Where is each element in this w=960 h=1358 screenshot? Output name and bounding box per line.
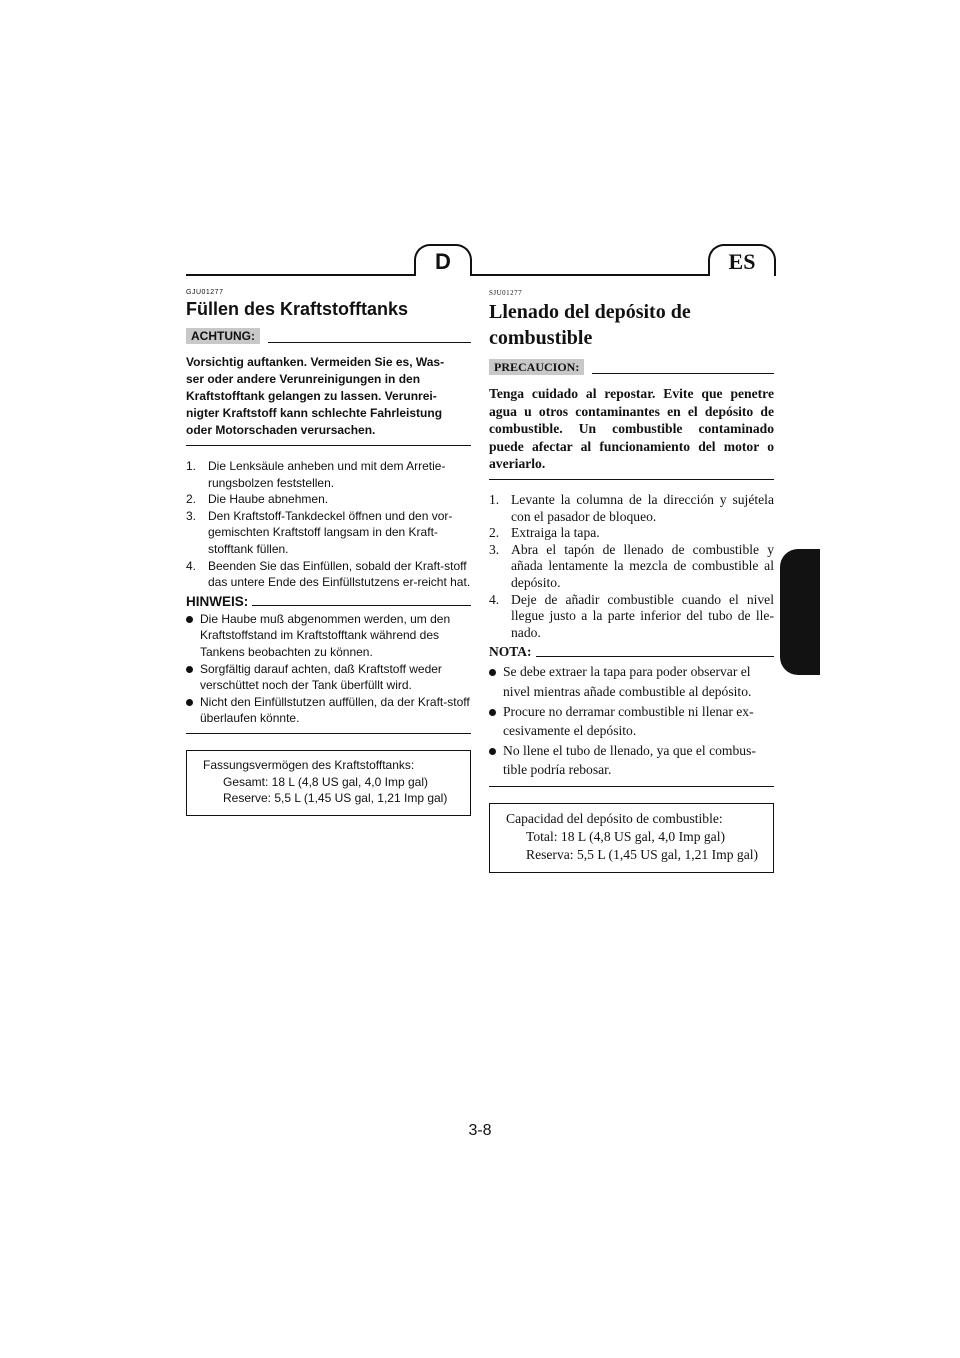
list-item (489, 542, 774, 592)
chapter-side-tab (780, 549, 820, 675)
list-item (489, 525, 774, 542)
step-text: Die Lenksäule anheben und mit dem Arretie-rungsbolzen feststellen. (208, 459, 446, 490)
german-column (186, 289, 471, 816)
bullet-icon (489, 669, 496, 676)
note-label: HINWEIS: (186, 593, 249, 609)
list-item (489, 741, 774, 780)
language-tab-spanish: ES (708, 244, 776, 276)
notes-list (186, 611, 471, 727)
step-text: Die Haube abnehmen. (208, 492, 329, 507)
steps-list (186, 458, 471, 591)
note-header (489, 644, 774, 660)
caution-end-rule (489, 479, 774, 480)
step-text: Den Kraftstoff-Tankdeckel öffnen und den vor-gemischten Kraftstoff langsam in den Kraft-stofftank füllen. (208, 508, 453, 556)
step-number: 4. (186, 558, 197, 573)
caution-end-rule (186, 445, 471, 446)
steps-list (489, 492, 774, 641)
caution-label: ACHTUNG: (186, 328, 260, 344)
list-item (489, 492, 774, 525)
step-text: Levante la columna de la dirección y sujétela con el pasador de bloqueo. (511, 491, 774, 524)
list-item (186, 458, 471, 491)
section-title: Füllen des Kraftstofftanks (186, 299, 409, 319)
caution-line: oder Motorschaden verursachen. (186, 423, 376, 437)
note-text: Se debe extraer la tapa para poder observar el nivel mientras añade combustible al depósito. (503, 664, 752, 699)
caution-header (186, 326, 471, 346)
header-rule (186, 274, 774, 276)
bullet-icon (186, 699, 193, 706)
step-number: 1. (186, 459, 197, 473)
step-text: Extraiga la tapa. (511, 525, 600, 541)
note-header (186, 594, 471, 609)
capacity-box (489, 803, 774, 873)
caution-label: PRECAUCION: (489, 359, 584, 375)
caution-text (186, 354, 471, 439)
bullet-icon (186, 616, 193, 623)
list-item (186, 508, 471, 558)
page-number: 3-8 (468, 1122, 492, 1139)
list-item (186, 661, 471, 694)
list-item (186, 611, 471, 661)
note-end-rule (186, 733, 471, 734)
note-text: Nicht den Einfüllstutzen auffüllen, da der Kraft-stoff überlaufen könnte. (200, 694, 470, 726)
caution-line: Kraftstofftank gelangen zu lassen. Verunrei- (186, 389, 437, 403)
note-rule (252, 605, 471, 606)
list-item (186, 694, 471, 727)
step-text: Beenden Sie das Einfüllen, sobald der Kraft-stoff das untere Ende des Einfüllstutzens er-reicht hat. (208, 558, 471, 590)
section-title-line: combustible (489, 327, 593, 349)
section-title-line: Llenado del depósito de (489, 301, 691, 323)
note-text: Sorgfältig darauf achten, daß Kraftstoff weder verschüttet noch der Tank überfüllt wird. (200, 661, 442, 693)
step-text: Deje de añadir combustible cuando el nivel llegue justo a la parte inferior del tubo de lle-nado. (511, 591, 774, 640)
step-text: Abra el tapón de llenado de combustible y añada lentamente la mezcla de combustible al depósito. (511, 541, 774, 590)
caution-line: ser oder andere Verunreinigungen in den (186, 372, 421, 386)
list-item (489, 662, 774, 701)
list-item (489, 592, 774, 642)
caution-line: Vorsichtig auftanken. Vermeiden Sie es, Was- (186, 355, 445, 369)
spanish-column (489, 289, 774, 873)
capacity-reserve: Reserve: 5,5 L (1,45 US gal, 1,21 Imp gal) (223, 791, 448, 806)
notes-list (489, 662, 774, 780)
caution-text: Tenga cuidado al repostar. Evite que penetre agua u otros contaminantes en el depósito de combustible. Un combustible contaminado puede afectar al funcionamiento del motor o averiarlo. (489, 386, 774, 472)
section-code: GJU01277 (186, 289, 224, 296)
section-code: SJU01277 (489, 289, 523, 297)
language-tab-german: D (414, 244, 472, 276)
section-title (489, 299, 774, 351)
capacity-title: Fassungsvermögen des Kraftstofftanks: (203, 757, 415, 772)
note-end-rule (489, 786, 774, 787)
capacity-total: Total: 18 L (4,8 US gal, 4,0 Imp gal) (526, 828, 726, 844)
caution-line: nigter Kraftstoff kann schlechte Fahrleistung (186, 406, 443, 420)
caution-header (489, 357, 774, 377)
list-item (186, 558, 471, 591)
step-number: 4. (489, 591, 500, 607)
step-number: 3. (489, 541, 500, 557)
step-number: 2. (489, 525, 500, 541)
note-text: Die Haube muß abgenommen werden, um den Kraftstoffstand im Kraftstofftank während des Tankens beobachten zu können. (200, 611, 451, 659)
bullet-icon (489, 709, 496, 716)
step-number: 3. (186, 508, 197, 523)
caution-rule (592, 373, 774, 374)
capacity-title: Capacidad del depósito de combustible: (506, 810, 723, 826)
step-number: 2. (186, 492, 197, 507)
step-number: 1. (489, 491, 500, 507)
capacity-box (186, 750, 471, 816)
list-item (489, 702, 774, 741)
capacity-reserve: Reserva: 5,5 L (1,45 US gal, 1,21 Imp gal) (526, 846, 759, 862)
caution-rule (268, 342, 471, 343)
note-label: NOTA: (489, 644, 532, 660)
bullet-icon (186, 666, 193, 673)
list-item (186, 491, 471, 508)
note-rule (536, 656, 775, 657)
bullet-icon (489, 748, 496, 755)
note-text: Procure no derramar combustible ni llenar ex-cesivamente el depósito. (503, 703, 754, 739)
capacity-total: Gesamt: 18 L (4,8 US gal, 4,0 Imp gal) (223, 774, 428, 789)
note-text: No llene el tubo de llenado, ya que el combus-tible podría rebosar. (503, 742, 756, 778)
